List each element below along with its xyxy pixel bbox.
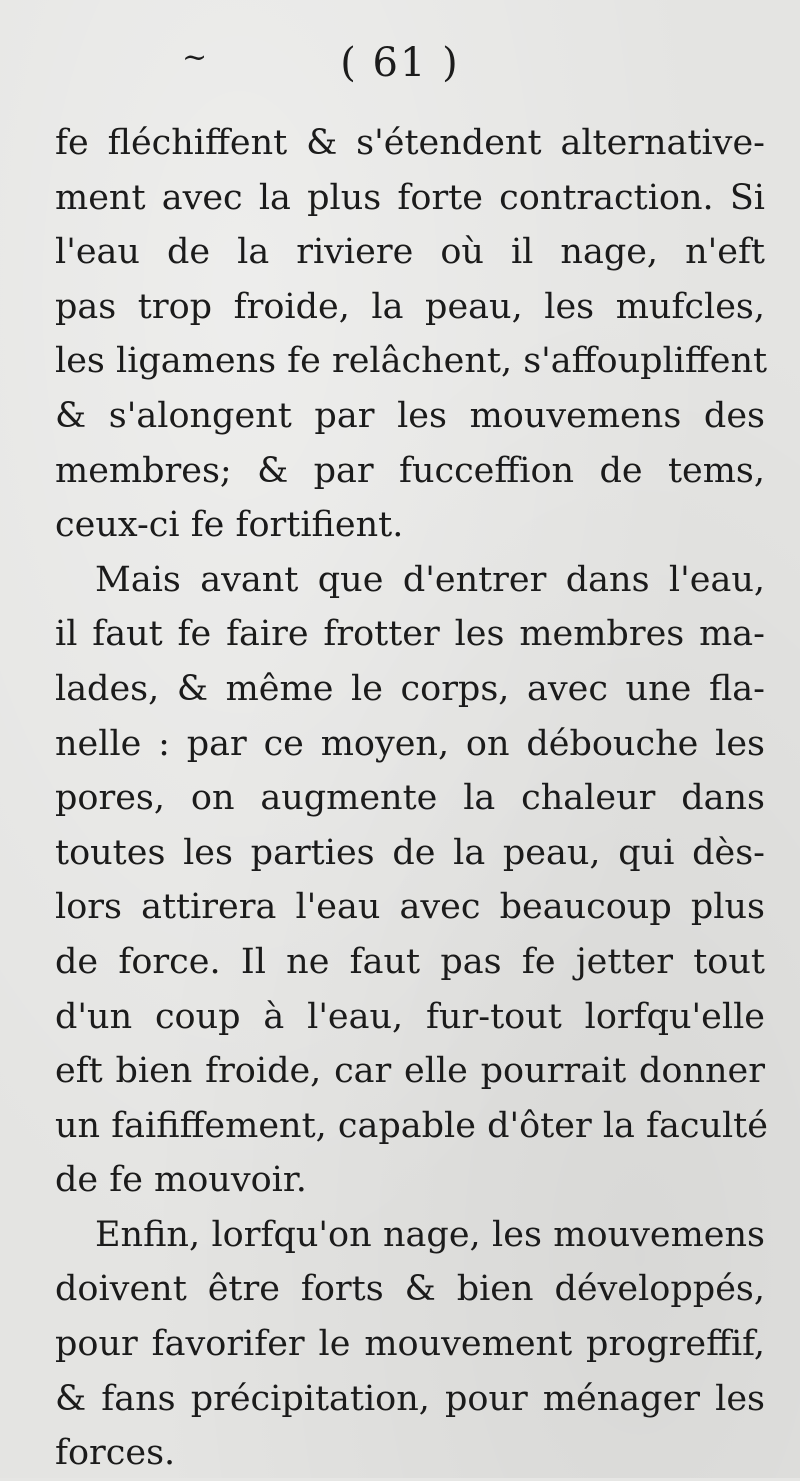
text-line: toutes les parties de la peau, qui dès- <box>55 832 765 873</box>
text-line: pas trop froide, la peau, les mufcles, <box>55 286 765 327</box>
text-line: l'eau de la riviere où il nage, n'eft <box>55 232 765 273</box>
text-line: & s'alongent par les mouvemens des <box>55 395 765 436</box>
text-line: membres; & par fucceffion de tems, <box>55 450 765 491</box>
text-line: pores, on augmente la chaleur dans <box>55 778 765 819</box>
text-line: lades, & même le corps, avec une fla- <box>55 668 765 709</box>
text-line: ment avec la plus forte contraction. Si <box>55 177 765 218</box>
text-line: nelle : par ce moyen, on débouche les <box>55 723 765 764</box>
page-number-text: ( 61 ) <box>340 40 460 86</box>
paragraph-start-line: Enfin, lorfqu'on nage, les mouvemens <box>95 1214 765 1255</box>
page-number <box>0 40 800 86</box>
paragraph-end-line: forces. <box>55 1433 176 1474</box>
text-line: de force. Il ne faut pas fe jetter tout <box>55 941 765 982</box>
text-line: doivent être forts & bien développés, <box>55 1269 765 1310</box>
text-line: lors attirera l'eau avec beaucoup plus <box>55 887 765 928</box>
text-line: un faififfement, capable d'ôter la faculté <box>55 1105 768 1146</box>
page-body-text <box>55 116 768 1481</box>
text-line: fe fléchiffent & s'étendent alternative- <box>55 123 765 163</box>
text-line: d'un coup à l'eau, fur-tout lorfqu'elle <box>55 996 765 1037</box>
paragraph-end-line: ceux-ci fe fortifient. <box>55 505 404 546</box>
paragraph-start-line: Mais avant que d'entrer dans l'eau, <box>95 559 765 600</box>
text-line: pour favorifer le mouvement progreffif, <box>55 1324 765 1365</box>
text-line: & fans précipitation, pour ménager les <box>55 1378 765 1419</box>
text-line: il faut fe faire frotter les membres ma- <box>55 614 765 655</box>
text-line: eft bien froide, car elle pourrait donner <box>55 1051 765 1092</box>
text-line: les ligamens fe relâchent, s'affoupliffent <box>55 341 768 382</box>
page-ornament-mark: ~ <box>182 40 210 75</box>
paragraph-end-line: de fe mouvoir. <box>55 1160 307 1201</box>
